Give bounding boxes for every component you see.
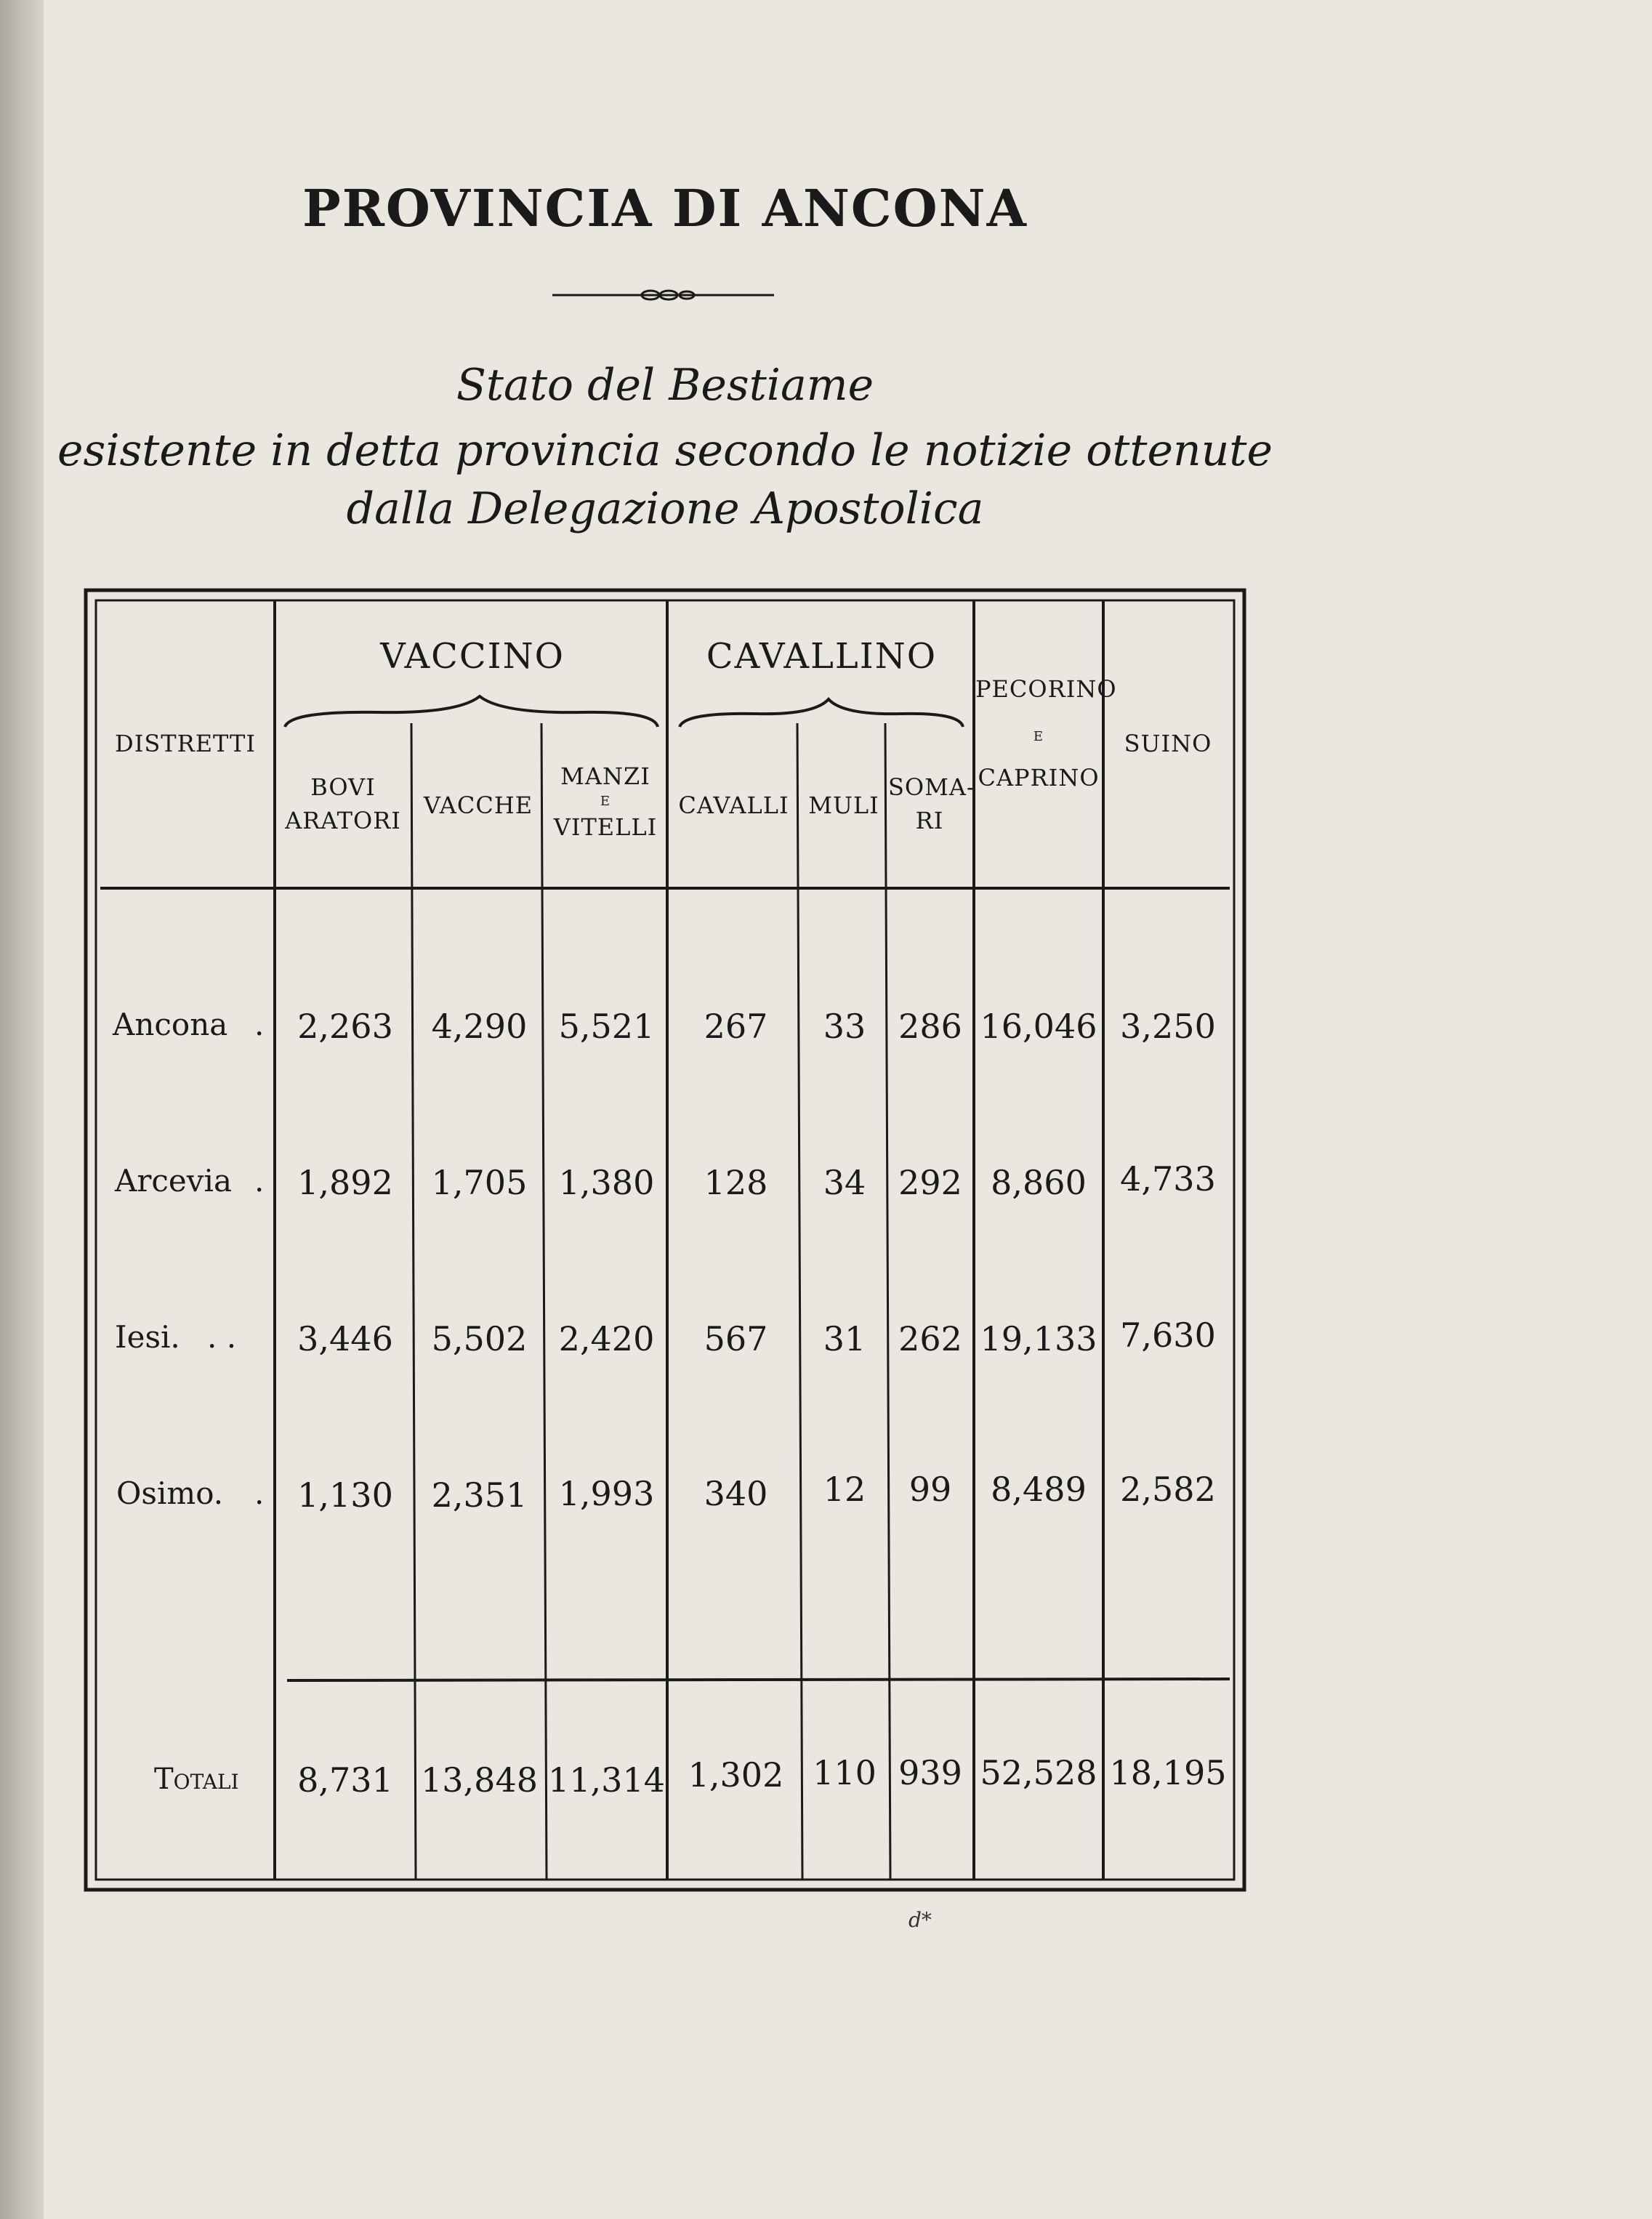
cell-pecorino: 8,489	[991, 1470, 1087, 1509]
cell-vacche: 1,705	[431, 1163, 528, 1202]
cell-vacche: 5,502	[431, 1319, 528, 1358]
cell-pecorino: 8,860	[991, 1163, 1087, 1202]
total-bovi: 8,731	[297, 1760, 393, 1800]
subtitle-line-2: esistente in detta provincia secondo le notizie ottenute	[57, 425, 1273, 476]
cell-bovi: 1,130	[297, 1475, 393, 1515]
cell-pecorino: 16,046	[980, 1007, 1097, 1046]
cell-somari: 99	[908, 1470, 952, 1509]
cell-pecorino: 19,133	[980, 1319, 1097, 1358]
cell-manzi: 5,521	[558, 1007, 655, 1046]
total-muli: 110	[813, 1753, 877, 1792]
cell-bovi: 2,263	[297, 1007, 393, 1046]
cell-somari: 292	[898, 1163, 962, 1202]
total-suino: 18,195	[1109, 1753, 1227, 1792]
total-manzi: 11,314	[548, 1760, 665, 1800]
total-vacche: 13,848	[421, 1760, 538, 1800]
header-vacche: VACCHE	[423, 792, 533, 819]
cell-bovi: 3,446	[297, 1319, 393, 1358]
district-name: Iesi.	[115, 1319, 180, 1355]
cell-manzi: 1,993	[558, 1474, 655, 1513]
subtitle-line-3: dalla Delegazione Apostolica	[346, 483, 984, 534]
header-distretti: DISTRETTI	[115, 730, 256, 757]
cell-somari: 286	[898, 1007, 962, 1046]
cell-muli: 34	[823, 1163, 866, 1202]
cell-cavalli: 567	[704, 1319, 768, 1358]
header-group-vaccino: VACCINO	[380, 636, 565, 677]
header-suino: SUINO	[1124, 730, 1212, 757]
total-pecorino: 52,528	[980, 1753, 1097, 1792]
dot-leader: .	[254, 1007, 265, 1042]
header-cavalli: CAVALLI	[678, 792, 789, 819]
cell-suino: 3,250	[1120, 1007, 1216, 1046]
cell-manzi: 2,420	[558, 1319, 655, 1358]
header-manzi-vitelli: MANZI E VITELLI	[553, 762, 658, 841]
cell-muli: 12	[823, 1470, 866, 1509]
cell-vacche: 2,351	[431, 1475, 528, 1515]
totals-label: Totali	[154, 1763, 239, 1796]
cell-bovi: 1,892	[297, 1163, 393, 1202]
folio-mark: d*	[908, 1908, 932, 1932]
dot-leader: .	[254, 1163, 265, 1199]
cell-vacche: 4,290	[431, 1007, 528, 1046]
total-cavalli: 1,302	[688, 1755, 784, 1795]
cell-cavalli: 128	[704, 1163, 768, 1202]
cell-suino: 4,733	[1120, 1159, 1216, 1199]
district-name: Arcevia	[115, 1163, 232, 1199]
dot-leader: . .	[207, 1319, 237, 1355]
dot-leader: .	[254, 1475, 265, 1511]
header-muli: MULI	[808, 792, 879, 819]
header-bovi-aratori: BOVI ARATORI	[285, 773, 401, 834]
header-group-cavallino: CAVALLINO	[706, 636, 938, 677]
cell-suino: 7,630	[1120, 1316, 1216, 1355]
cell-cavalli: 267	[704, 1007, 768, 1046]
header-pecorino-caprino: PECORINO E CAPRINO	[975, 675, 1117, 792]
district-name: Osimo.	[116, 1475, 224, 1511]
cell-muli: 33	[823, 1007, 866, 1046]
header-somari: SOMA- RI	[888, 773, 975, 834]
cell-cavalli: 340	[704, 1474, 768, 1513]
subtitle-line-1: Stato del Bestiame	[456, 360, 874, 411]
page-title: PROVINCIA DI ANCONA	[302, 178, 1028, 238]
total-somari: 939	[898, 1753, 962, 1792]
cell-somari: 262	[898, 1319, 962, 1358]
cell-muli: 31	[823, 1319, 866, 1358]
cell-manzi: 1,380	[558, 1163, 655, 1202]
cell-suino: 2,582	[1120, 1470, 1216, 1509]
district-name: Ancona	[113, 1007, 228, 1042]
